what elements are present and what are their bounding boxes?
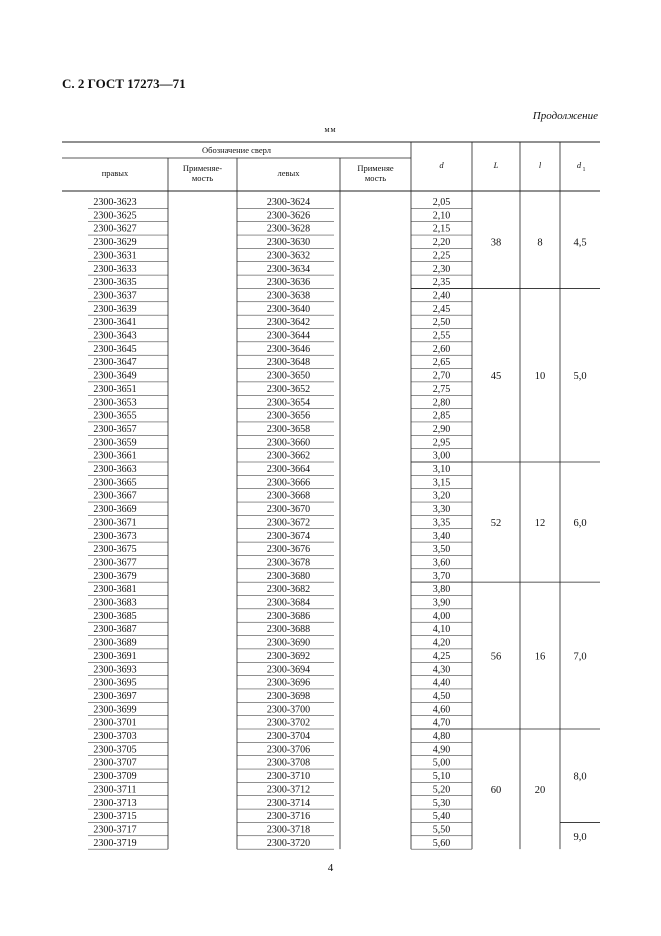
left-drill-code: 2300-3630 [266,237,311,249]
left-drill-code: 2300-3714 [266,797,311,809]
right-drill-code: 2300-3713 [93,797,137,809]
length-L-value: 60 [490,785,502,797]
left-drill-code: 2300-3646 [266,343,311,355]
right-drill-code: 2300-3669 [93,504,137,516]
right-drill-code: 2300-3677 [93,557,137,569]
right-drill-code: 2300-3641 [93,317,137,329]
diameter-value: 2,90 [432,423,451,435]
left-drill-code: 2300-3678 [266,557,311,569]
diameter-value: 2,30 [432,263,451,275]
left-drill-code: 2300-3624 [266,197,311,208]
left-drill-code: 2300-3626 [266,210,311,222]
right-drill-code: 2300-3709 [93,771,137,783]
length-l-value: 8 [537,237,543,249]
left-drill-code: 2300-3702 [266,717,311,729]
diameter-value: 2,15 [432,223,451,235]
right-drill-code: 2300-3631 [93,250,137,262]
diameter-value: 3,35 [432,517,451,529]
left-drill-code: 2300-3682 [266,584,311,596]
left-drill-code: 2300-3628 [266,223,311,235]
diameter-value: 2,45 [432,303,451,315]
diameter-value: 3,50 [432,544,451,556]
right-drill-code: 2300-3701 [93,717,137,729]
diameter-value: 4,10 [432,624,451,636]
right-drill-code: 2300-3653 [93,397,137,409]
right-drill-code: 2300-3715 [93,811,137,823]
diameter-value: 2,05 [432,197,451,208]
shank-d1-value: 7,0 [573,651,587,663]
diameter-value: 2,65 [432,357,451,369]
right-drill-code: 2300-3693 [93,664,137,676]
left-drill-code: 2300-3656 [266,410,311,422]
continuation-label: Продолжение [532,110,598,122]
diameter-value: 2,55 [432,330,451,342]
left-drill-code: 2300-3652 [266,383,311,395]
right-drill-code: 2300-3687 [93,624,137,636]
right-drill-code: 2300-3633 [93,263,137,275]
page-header: С. 2 ГОСТ 17273—71 [62,76,186,91]
diameter-value: 4,80 [432,731,451,742]
left-drill-code: 2300-3650 [266,370,311,382]
left-drill-code: 2300-3668 [266,490,311,502]
length-L-value: 38 [490,237,502,249]
right-drill-code: 2300-3719 [93,837,137,849]
left-drill-code: 2300-3666 [266,477,311,489]
left-drill-code: 2300-3712 [266,784,311,796]
left-drill-code: 2300-3636 [266,277,311,289]
left-drill-code: 2300-3718 [266,824,311,836]
right-drill-code: 2300-3629 [93,237,137,249]
left-drill-code: 2300-3648 [266,357,311,369]
diameter-value: 2,85 [432,410,451,422]
right-drill-code: 2300-3683 [93,597,137,609]
header-right-label: правых [101,168,129,178]
diameter-value: 4,40 [432,677,451,689]
diameter-value: 5,50 [432,824,451,836]
units-label: мм [324,125,337,134]
right-drill-code: 2300-3665 [93,477,137,489]
length-L-value: 56 [490,651,502,663]
right-drill-code: 2300-3667 [93,490,137,502]
left-drill-code: 2300-3672 [266,517,311,529]
diameter-value: 3,15 [432,477,451,489]
left-drill-code: 2300-3708 [266,757,311,769]
diameter-value: 3,60 [432,557,451,569]
diameter-value: 3,20 [432,490,451,502]
diameter-value: 3,40 [432,530,451,542]
left-drill-code: 2300-3664 [266,464,311,475]
right-drill-code: 2300-3635 [93,277,137,289]
right-drill-code: 2300-3639 [93,303,137,315]
diameter-value: 3,00 [432,450,451,462]
header-d1-label: d [576,160,582,170]
right-drill-code: 2300-3645 [93,343,137,355]
left-drill-code: 2300-3720 [266,837,311,849]
diameter-value: 4,60 [432,704,451,716]
right-drill-code: 2300-3697 [93,690,137,702]
header-L-label: L [493,160,499,170]
left-drill-code: 2300-3704 [266,731,311,742]
left-drill-code: 2300-3644 [266,330,311,342]
diameter-value: 2,25 [432,250,451,262]
diameter-value: 3,10 [432,464,451,475]
header-d1-subscript: 1 [582,167,586,173]
left-drill-code: 2300-3634 [266,263,311,275]
length-l-value: 10 [534,371,546,383]
diameter-value: 2,95 [432,437,451,449]
right-drill-code: 2300-3699 [93,704,137,716]
shank-d1-value: 4,5 [573,237,587,249]
left-drill-code: 2300-3662 [266,450,311,462]
diameter-value: 3,70 [432,570,451,582]
diameter-value: 2,80 [432,397,451,409]
right-drill-code: 2300-3685 [93,610,137,622]
right-drill-code: 2300-3637 [93,290,137,302]
left-drill-code: 2300-3654 [266,397,311,409]
header-use1-label: Применяе- [182,163,223,173]
right-drill-code: 2300-3671 [93,517,137,529]
left-drill-code: 2300-3684 [266,597,311,609]
diameter-value: 4,20 [432,637,451,649]
right-drill-code: 2300-3625 [93,210,137,222]
right-drill-code: 2300-3711 [93,784,137,796]
diameter-value: 4,00 [432,610,451,622]
left-drill-code: 2300-3698 [266,690,311,702]
right-drill-code: 2300-3659 [93,437,137,449]
right-drill-code: 2300-3649 [93,370,137,382]
diameter-value: 2,40 [432,290,451,302]
header-d-label: d [439,160,444,170]
diameter-value: 2,20 [432,237,451,249]
left-drill-code: 2300-3716 [266,811,311,823]
left-drill-code: 2300-3640 [266,303,311,315]
length-L-value: 52 [490,518,502,530]
shank-d1-value: 8,0 [573,771,587,783]
left-drill-code: 2300-3688 [266,624,311,636]
diameter-value: 5,30 [432,797,451,809]
left-drill-code: 2300-3676 [266,544,311,556]
left-drill-code: 2300-3692 [266,650,311,662]
diameter-value: 2,70 [432,370,451,382]
diameter-value: 2,35 [432,277,451,289]
left-drill-code: 2300-3696 [266,677,311,689]
right-drill-code: 2300-3657 [93,423,137,435]
diameter-value: 4,90 [432,744,451,756]
left-drill-code: 2300-3690 [266,637,311,649]
left-drill-code: 2300-3632 [266,250,311,262]
right-drill-code: 2300-3679 [93,570,137,582]
diameter-value: 5,60 [432,837,451,849]
diameter-value: 2,60 [432,343,451,355]
right-drill-code: 2300-3675 [93,544,137,556]
header-use1-label: мость [191,173,214,183]
right-drill-code: 2300-3661 [93,450,137,462]
diameter-value: 3,90 [432,597,451,609]
right-drill-code: 2300-3655 [93,410,137,422]
right-drill-code: 2300-3703 [93,731,137,742]
diameter-value: 4,30 [432,664,451,676]
left-drill-code: 2300-3658 [266,423,311,435]
right-drill-code: 2300-3663 [93,464,137,475]
left-drill-code: 2300-3700 [266,704,311,716]
left-drill-code: 2300-3642 [266,317,311,329]
left-drill-code: 2300-3674 [266,530,311,542]
right-drill-code: 2300-3681 [93,584,137,596]
diameter-value: 5,10 [432,771,451,783]
shank-d1-value: 6,0 [573,518,587,530]
diameter-value: 4,70 [432,717,451,729]
diameter-value: 2,50 [432,317,451,329]
length-l-value: 12 [534,518,546,530]
page-number: 4 [327,862,334,874]
left-drill-code: 2300-3670 [266,504,311,516]
diameter-value: 2,10 [432,210,451,222]
right-drill-code: 2300-3707 [93,757,137,769]
right-drill-code: 2300-3689 [93,637,137,649]
diameter-value: 2,75 [432,383,451,395]
header-left-label: левых [277,168,300,178]
length-l-value: 20 [534,785,546,797]
left-drill-code: 2300-3638 [266,290,311,302]
left-drill-code: 2300-3706 [266,744,311,756]
right-drill-code: 2300-3695 [93,677,137,689]
diameter-value: 5,20 [432,784,451,796]
diameter-value: 4,50 [432,690,451,702]
diameter-value: 5,00 [432,757,451,769]
right-drill-code: 2300-3651 [93,383,137,395]
header-use2-label: мость [364,173,387,183]
header-l-label: l [538,160,542,170]
shank-d1-value: 9,0 [573,831,587,843]
diameter-value: 4,25 [432,650,451,662]
length-l-value: 16 [534,651,546,663]
left-drill-code: 2300-3710 [266,771,311,783]
left-drill-code: 2300-3686 [266,610,311,622]
diameter-value: 3,30 [432,504,451,516]
diameter-value: 5,40 [432,811,451,823]
shank-d1-value: 5,0 [573,371,587,383]
right-drill-code: 2300-3717 [93,824,137,836]
header-group-label: Обозначение сверл [202,145,271,155]
left-drill-code: 2300-3660 [266,437,311,449]
right-drill-code: 2300-3673 [93,530,137,542]
right-drill-code: 2300-3647 [93,357,137,369]
diameter-value: 3,80 [432,584,451,596]
right-drill-code: 2300-3705 [93,744,137,756]
left-drill-code: 2300-3694 [266,664,311,676]
length-L-value: 45 [490,371,502,383]
right-drill-code: 2300-3691 [93,650,137,662]
right-drill-code: 2300-3643 [93,330,137,342]
right-drill-code: 2300-3627 [93,223,137,235]
right-drill-code: 2300-3623 [93,197,137,208]
header-use2-label: Применяе [357,163,394,173]
left-drill-code: 2300-3680 [266,570,311,582]
